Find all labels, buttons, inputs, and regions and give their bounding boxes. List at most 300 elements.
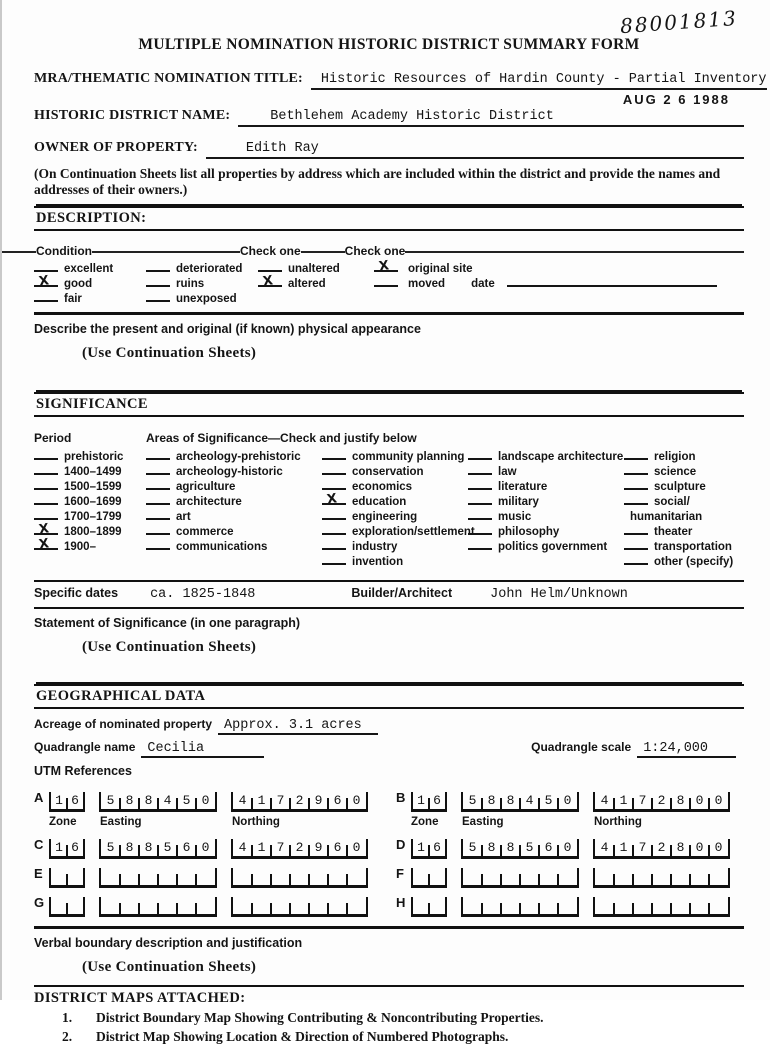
significance-grid [34, 448, 744, 568]
utm-digit-cell: 6 [429, 792, 445, 809]
utm-references-header: UTM References [34, 764, 132, 778]
date-label: date [471, 278, 495, 290]
utm-digit-cell: 4 [158, 792, 177, 809]
checklist-item [146, 290, 258, 305]
utm-zone-box [49, 792, 85, 812]
utm-digit-cell: 9 [309, 839, 328, 856]
checklist-item [468, 508, 624, 523]
map-item [34, 1029, 744, 1045]
x-mark: X [38, 521, 51, 538]
checklist-item [146, 260, 258, 275]
checklist-item [624, 508, 744, 523]
checkbox-blank [624, 554, 648, 565]
checklist-item [34, 538, 146, 553]
checklist-label: community planning [352, 451, 465, 463]
checkbox-blank [624, 524, 648, 535]
utm-digit-cell: 1 [55, 793, 63, 808]
areas-column-3 [468, 448, 624, 568]
utm-digit-cell: 1 [252, 839, 271, 856]
utm-zone-box [411, 868, 447, 888]
utm-digit-cell: 8 [139, 839, 158, 856]
utm-digit-cell: 1 [614, 792, 633, 809]
utm-digit-cell: 8 [482, 792, 501, 809]
utm-digit-cell: 8 [139, 792, 158, 809]
utm-column-labels [396, 816, 744, 828]
mra-title-row [34, 69, 767, 90]
utm-row-letter: A [34, 790, 44, 805]
checkbox-blank [624, 539, 648, 550]
utm-row-g [34, 895, 396, 917]
district-name-row [34, 106, 744, 127]
checklist-label: literature [498, 481, 548, 493]
utm-row-c [34, 837, 396, 859]
checklist-label: 1800–1899 [64, 526, 122, 538]
checklist-item [624, 448, 744, 463]
quadrangle-scale-group [531, 740, 744, 758]
checkbox-blank [146, 276, 170, 287]
utm-digit-cell: 0 [347, 839, 366, 856]
checkbox-blank [146, 509, 170, 520]
easting-label: Easting [100, 816, 142, 828]
horizontal-rule [34, 926, 744, 929]
utm-digit-cell: 8 [482, 839, 501, 856]
checklist-item [146, 523, 322, 538]
checklist-label: altered [288, 278, 326, 290]
checklist-label: commerce [176, 526, 234, 538]
utm-easting-box [461, 868, 579, 888]
checklist-item [468, 463, 624, 478]
checklist-item [468, 538, 624, 553]
utm-digit-cell: 6 [67, 792, 83, 809]
areas-header: Areas of Significance—Check and justify below [146, 431, 417, 445]
map-item-number: 1. [62, 1010, 73, 1025]
checklist-label: philosophy [498, 526, 560, 538]
checklist-label: ruins [176, 278, 205, 290]
checkbox-blank [146, 494, 170, 505]
utm-row-letter: F [396, 866, 404, 881]
acreage-row [34, 717, 744, 735]
rule-segment [2, 251, 36, 253]
utm-northing-box [231, 868, 368, 888]
utm-digit-cell: 8 [671, 792, 690, 809]
checkbox-blank [468, 464, 492, 475]
checkbox-blank [468, 479, 492, 490]
checklist-label: deteriorated [176, 263, 243, 275]
zone-label: Zone [49, 816, 77, 828]
checklist-label: science [654, 466, 697, 478]
checklist-label: unaltered [288, 263, 340, 275]
checklist-item [624, 523, 744, 538]
checklist-item [624, 553, 744, 568]
checkbox-blank [34, 536, 58, 553]
checklist-item [146, 275, 258, 290]
utm-northing-box [593, 839, 730, 859]
checklist-label: music [498, 511, 532, 523]
checklist-label: invention [352, 556, 404, 568]
northing-label: Northing [232, 816, 280, 828]
checkbox-blank [34, 261, 58, 272]
utm-digit-cell: 8 [501, 792, 520, 809]
utm-zone-box [411, 897, 447, 917]
checklist-item [34, 275, 146, 290]
condition-col-4 [374, 260, 744, 305]
checkbox-blank [34, 291, 58, 302]
utm-row-h [396, 895, 744, 917]
condition-header: Condition [36, 244, 92, 258]
utm-row-letter: D [396, 837, 406, 852]
easting-label: Easting [462, 816, 504, 828]
map-item-text: District Map Showing Location & Direction of Numbered Photographs. [96, 1029, 509, 1044]
checkbox-blank [146, 464, 170, 475]
utm-digit-cell: 1 [417, 840, 425, 855]
utm-digit-cell: 6 [177, 839, 196, 856]
utm-row-letter: C [34, 837, 44, 852]
checklist-item [146, 508, 322, 523]
utm-digit-cell: 0 [690, 792, 709, 809]
utm-digit-cell: 5 [106, 840, 115, 855]
utm-easting-box [99, 897, 217, 917]
owner-value: Edith Ray [245, 141, 319, 156]
checklist-label: unexposed [176, 293, 237, 305]
use-continuation-sheets: (Use Continuation Sheets) [82, 345, 257, 361]
acreage-value: Approx. 3.1 acres [218, 718, 378, 735]
checklist-label: excellent [64, 263, 114, 275]
utm-row-letter: G [34, 895, 45, 910]
checkbox-blank [146, 539, 170, 550]
quadrangle-name-label: Quadrangle name [34, 740, 136, 754]
checklist-item [322, 523, 475, 538]
checkbox-blank [624, 464, 648, 475]
checklist-label: archeology-prehistoric [176, 451, 301, 463]
utm-digit-cell: 7 [271, 792, 290, 809]
checklist-item [322, 478, 468, 493]
checklist-label: exploration/settlement [352, 526, 475, 538]
condition-col-2 [146, 260, 258, 305]
checklist-label: theater [654, 526, 693, 538]
condition-col-1 [34, 260, 146, 305]
checkbox-blank [322, 524, 346, 535]
utm-digit-cell: 0 [690, 839, 709, 856]
checkbox-blank [468, 494, 492, 505]
specific-dates-value: ca. 1825-1848 [150, 587, 256, 602]
date-blank-line [507, 277, 717, 287]
utm-northing-box [231, 897, 368, 917]
district-name-underline [238, 106, 744, 127]
checklist-label: engineering [352, 511, 418, 523]
checkbox-blank [624, 449, 648, 460]
checklist-label: law [498, 466, 517, 478]
x-mark: X [326, 491, 339, 508]
checklist-item [322, 463, 468, 478]
checklist-label: industry [352, 541, 398, 553]
checklist-label: moved [408, 278, 446, 290]
checkbox-blank [146, 449, 170, 460]
quadrangle-scale-label: Quadrangle scale [531, 740, 632, 754]
utm-row-letter: B [396, 790, 406, 805]
utm-zone-box [411, 792, 447, 812]
checklist-item [146, 463, 322, 478]
checklist-item [146, 538, 322, 553]
checklist-item [468, 478, 624, 493]
utm-row-d [396, 837, 744, 859]
utm-digit-cell: 1 [417, 793, 425, 808]
utm-digit-cell: 6 [328, 792, 347, 809]
section-geographical-header: GEOGRAPHICAL DATA [34, 684, 744, 709]
mra-title-value: Historic Resources of Hardin County - Partial Inventory [320, 72, 767, 87]
checkbox-blank [468, 449, 492, 460]
stamp-row [34, 91, 744, 106]
utm-digit-cell: 7 [271, 839, 290, 856]
district-name-label: HISTORIC DISTRICT NAME: [34, 108, 231, 123]
checkbox-blank [258, 261, 282, 272]
checklist-label: humanitarian [630, 511, 703, 523]
checkbox-blank [322, 554, 346, 565]
utm-digit-cell: 9 [309, 792, 328, 809]
checkbox-blank [322, 491, 346, 508]
checklist-label: economics [352, 481, 413, 493]
continuation-note: (On Continuation Sheets list all properties by address which are included within the district and provide the names and addresses of their owners.) [34, 166, 721, 197]
quadrangle-scale-value: 1:24,000 [637, 741, 736, 758]
checklist-label: 1500–1599 [64, 481, 122, 493]
checklist-label: communications [176, 541, 268, 553]
rule-segment [92, 251, 240, 253]
checklist-item [146, 448, 322, 463]
utm-digit-cell: 0 [709, 792, 728, 809]
rule-segment [301, 251, 345, 253]
utm-left-column [34, 790, 396, 924]
checkbox-blank [146, 261, 170, 272]
utm-digit-cell: 5 [106, 793, 115, 808]
checklist-item [322, 553, 468, 568]
checklist-item [258, 260, 374, 275]
checklist-label: prehistoric [64, 451, 124, 463]
checklist-item [34, 523, 146, 538]
utm-digit-cell: 7 [633, 792, 652, 809]
quadrangle-name-value: Cecilia [141, 741, 264, 758]
checklist-label: military [498, 496, 539, 508]
utm-digit-cell: 4 [238, 840, 247, 855]
checklist-item [258, 275, 374, 290]
utm-digit-cell: 5 [158, 839, 177, 856]
checklist-label: conservation [352, 466, 424, 478]
checkbox-blank [34, 521, 58, 538]
checklist-label: other (specify) [654, 556, 734, 568]
utm-row-letter: H [396, 895, 406, 910]
checkbox-blank [258, 273, 282, 290]
period-column [34, 448, 146, 568]
period-header: Period [34, 431, 72, 445]
checklist-label: 1600–1699 [64, 496, 122, 508]
checklist-label: 1900– [64, 541, 96, 553]
builder-architect-label: Builder/Architect [351, 586, 453, 600]
utm-digit-cell: 0 [709, 839, 728, 856]
mra-title-underline [311, 69, 767, 90]
acreage-label: Acreage of nominated property [34, 717, 213, 731]
checklist-label: sculpture [654, 481, 706, 493]
utm-northing-box [231, 839, 368, 859]
checklist-item [146, 478, 322, 493]
utm-zone-box [411, 839, 447, 859]
utm-row-b [396, 790, 744, 812]
specific-dates-label: Specific dates [34, 586, 119, 600]
checklist-item [624, 538, 744, 553]
utm-digit-cell: 0 [558, 792, 577, 809]
quadrangle-row [34, 740, 744, 758]
utm-zone-box [49, 897, 85, 917]
checkbox-blank [374, 276, 398, 287]
checklist-item [374, 275, 744, 290]
utm-easting-box [99, 839, 217, 859]
utm-easting-box [461, 897, 579, 917]
checkbox-blank [624, 494, 648, 505]
horizontal-rule [34, 312, 744, 315]
northing-label: Northing [594, 816, 642, 828]
utm-zone-box [49, 839, 85, 859]
checklist-label: 1400–1499 [64, 466, 122, 478]
utm-digit-cell: 4 [600, 793, 609, 808]
utm-easting-box [461, 792, 579, 812]
checklist-label: agriculture [176, 481, 236, 493]
utm-digit-cell: 4 [238, 793, 247, 808]
utm-digit-cell: 1 [252, 792, 271, 809]
checklist-item [374, 260, 744, 275]
date-received-stamp: AUG 2 6 1988 [622, 92, 730, 107]
use-continuation-sheets: (Use Continuation Sheets) [82, 959, 257, 975]
utm-digit-cell: 6 [539, 839, 558, 856]
condition-header-row [34, 244, 744, 258]
rule-segment [405, 251, 744, 253]
checklist-item [146, 493, 322, 508]
builder-architect-value: John Helm/Unknown [490, 587, 628, 602]
boundary-heading: Verbal boundary description and justification [34, 936, 303, 950]
form-title: MULTIPLE NOMINATION HISTORIC DISTRICT SUMMARY FORM [138, 36, 640, 53]
check-one-header-a: Check one [239, 244, 301, 258]
x-mark: X [38, 536, 51, 553]
checklist-item [34, 493, 146, 508]
utm-column-labels [34, 816, 396, 828]
checklist-item [34, 448, 146, 463]
checkbox-blank [374, 258, 398, 275]
checklist-label: art [176, 511, 191, 523]
checklist-item [34, 508, 146, 523]
checkbox-blank [146, 524, 170, 535]
checklist-label: social/ [654, 496, 690, 508]
utm-easting-box [461, 839, 579, 859]
checkbox-blank [322, 509, 346, 520]
handwritten-number-row [34, 5, 744, 39]
utm-digit-cell: 5 [468, 793, 477, 808]
checkbox-blank [34, 273, 58, 290]
x-mark: X [262, 273, 275, 290]
checkbox-blank [624, 479, 648, 490]
utm-digit-cell: 5 [539, 792, 558, 809]
checklist-label: landscape architecture [498, 451, 624, 463]
utm-digit-cell: 8 [671, 839, 690, 856]
check-one-header-b: Check one [344, 244, 406, 258]
utm-digit-cell: 6 [328, 839, 347, 856]
utm-row-a [34, 790, 396, 812]
checklist-label: fair [64, 293, 82, 305]
use-continuation-sheets: (Use Continuation Sheets) [82, 639, 257, 655]
section-description-header: DESCRIPTION: [34, 206, 744, 231]
checklist-item [34, 260, 146, 275]
utm-digit-cell: 5 [520, 839, 539, 856]
district-name-value: Bethlehem Academy Historic District [270, 109, 554, 124]
checkbox-blank [34, 479, 58, 490]
utm-northing-box [593, 897, 730, 917]
significance-column-headers [34, 431, 744, 445]
checklist-item [624, 493, 744, 508]
utm-digit-cell: 6 [429, 839, 445, 856]
utm-row-f [396, 866, 744, 888]
utm-northing-box [593, 792, 730, 812]
section-significance-header: SIGNIFICANCE [34, 392, 744, 417]
checkbox-blank [146, 479, 170, 490]
map-item-number: 2. [62, 1029, 73, 1044]
utm-digit-cell: 1 [614, 839, 633, 856]
checkbox-blank [468, 524, 492, 535]
utm-digit-cell: 2 [290, 792, 309, 809]
checkbox-blank [322, 479, 346, 490]
checkbox-blank [322, 449, 346, 460]
x-mark: X [38, 273, 51, 290]
condition-col-3 [258, 260, 374, 305]
utm-row-letter: E [34, 866, 43, 881]
utm-digit-cell: 8 [120, 792, 139, 809]
utm-digit-cell: 8 [120, 839, 139, 856]
checkbox-blank [146, 291, 170, 302]
utm-right-column [396, 790, 744, 924]
utm-digit-cell: 0 [196, 839, 215, 856]
checkbox-blank [34, 509, 58, 520]
utm-digit-cell: 2 [652, 792, 671, 809]
checklist-item [624, 478, 744, 493]
owner-underline [206, 138, 744, 159]
utm-digit-cell: 5 [468, 840, 477, 855]
areas-column-1 [146, 448, 322, 568]
checklist-label: 1700–1799 [64, 511, 122, 523]
utm-digit-cell: 4 [600, 840, 609, 855]
utm-easting-box [99, 792, 217, 812]
handwritten-reference-number: 88001813 [619, 5, 739, 39]
utm-digit-cell: 8 [501, 839, 520, 856]
utm-digit-cell: 2 [652, 839, 671, 856]
checklist-item [34, 463, 146, 478]
utm-digit-cell: 6 [67, 839, 83, 856]
checklist-label: education [352, 496, 407, 508]
checklist-label: archeology-historic [176, 466, 283, 478]
map-item [34, 1010, 744, 1026]
checklist-label: original site [408, 263, 473, 275]
checkbox-blank [34, 494, 58, 505]
checklist-item [34, 478, 146, 493]
utm-digit-cell: 0 [196, 792, 215, 809]
checkbox-blank [34, 449, 58, 460]
checklist-label: transportation [654, 541, 732, 553]
describe-heading: Describe the present and original (if known) physical appearance [34, 322, 421, 336]
zone-label: Zone [411, 816, 439, 828]
utm-digit-cell: 7 [633, 839, 652, 856]
utm-digit-cell: 4 [520, 792, 539, 809]
checklist-label: architecture [176, 496, 242, 508]
checkbox-blank [322, 464, 346, 475]
checkbox-blank [322, 539, 346, 550]
checklist-item [468, 523, 624, 538]
utm-digit-cell: 2 [290, 839, 309, 856]
specific-dates-row [34, 580, 744, 609]
owner-row [34, 138, 744, 159]
areas-column-2 [322, 448, 475, 568]
